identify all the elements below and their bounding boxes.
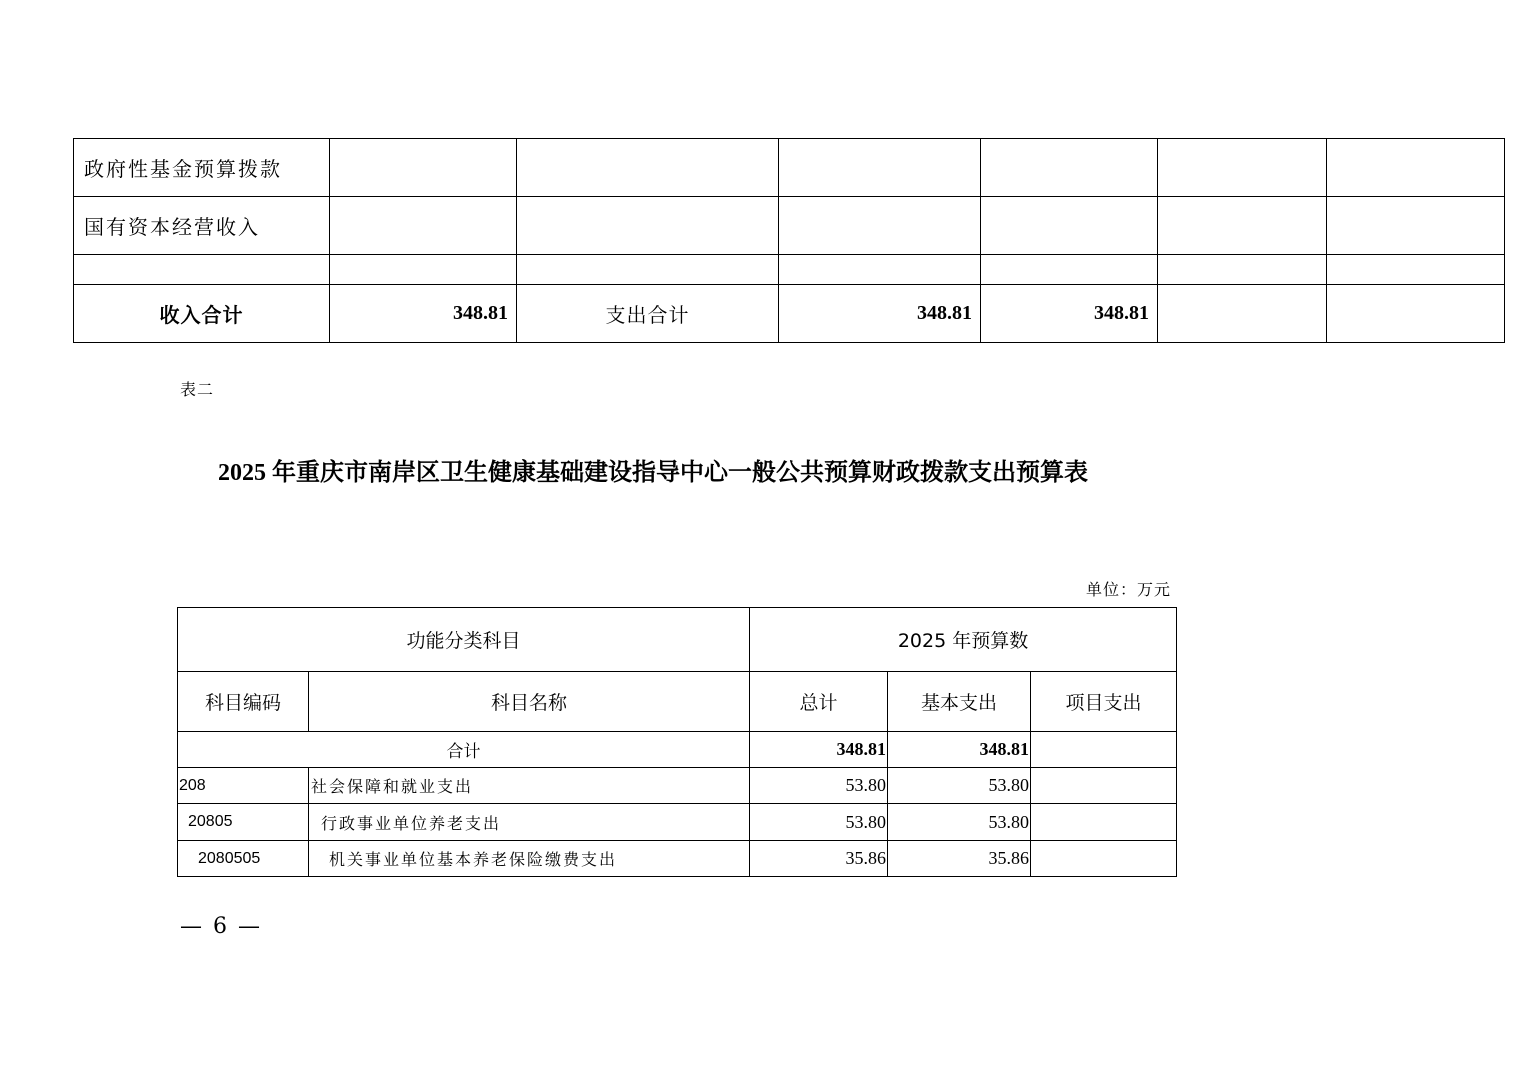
- item-code: 208: [178, 768, 309, 804]
- item-total: 53.80: [750, 804, 888, 841]
- income-total-label: 收入合计: [74, 285, 330, 343]
- table-row: [178, 841, 1177, 877]
- item-basic: 53.80: [888, 768, 1031, 804]
- item-code: 2080505: [178, 841, 309, 877]
- row-label: 政府性基金预算拨款: [74, 139, 330, 197]
- total-row: [74, 285, 1505, 343]
- project-header: 项目支出: [1031, 672, 1177, 732]
- table-row: [74, 197, 1505, 255]
- sum-project: [1031, 732, 1177, 768]
- row-label: 国有资本经营收入: [74, 197, 330, 255]
- table-label: 表二: [180, 380, 215, 399]
- table-title: 2025 年重庆市南岸区卫生健康基础建设指导中心一般公共预算财政拨款支出预算表: [218, 460, 1088, 486]
- budget-year-header: 2025 年预算数: [750, 608, 1177, 672]
- general-budget-total-value: 348.81: [981, 285, 1158, 343]
- page-number: — 6 —: [180, 914, 262, 939]
- item-code: 20805: [178, 804, 309, 841]
- item-total: 35.86: [750, 841, 888, 877]
- income-expense-summary-table: [73, 138, 1505, 343]
- item-name: 行政事业单位养老支出: [309, 804, 750, 841]
- item-project: [1031, 841, 1177, 877]
- income-total-value: 348.81: [330, 285, 517, 343]
- expense-total-value: 348.81: [779, 285, 981, 343]
- item-project: [1031, 768, 1177, 804]
- table-row: [178, 804, 1177, 841]
- item-name: 机关事业单位基本养老保险缴费支出: [309, 841, 750, 877]
- header-row: [178, 608, 1177, 672]
- expenditure-budget-table: [177, 607, 1177, 877]
- unit-label: 单位：万元: [1086, 580, 1172, 599]
- sum-basic: 348.81: [888, 732, 1031, 768]
- sum-row: [178, 732, 1177, 768]
- item-total: 53.80: [750, 768, 888, 804]
- sum-label: 合计: [178, 732, 750, 768]
- table-row: [74, 139, 1505, 197]
- expense-total-label: 支出合计: [517, 285, 779, 343]
- table-row: [178, 768, 1177, 804]
- total-header: 总计: [750, 672, 888, 732]
- item-basic: 53.80: [888, 804, 1031, 841]
- sum-total: 348.81: [750, 732, 888, 768]
- subheader-row: [178, 672, 1177, 732]
- item-basic: 35.86: [888, 841, 1031, 877]
- table-row-empty: [74, 255, 1505, 285]
- name-header: 科目名称: [309, 672, 750, 732]
- item-project: [1031, 804, 1177, 841]
- code-header: 科目编码: [178, 672, 309, 732]
- basic-header: 基本支出: [888, 672, 1031, 732]
- func-class-header: 功能分类科目: [178, 608, 750, 672]
- item-name: 社会保障和就业支出: [309, 768, 750, 804]
